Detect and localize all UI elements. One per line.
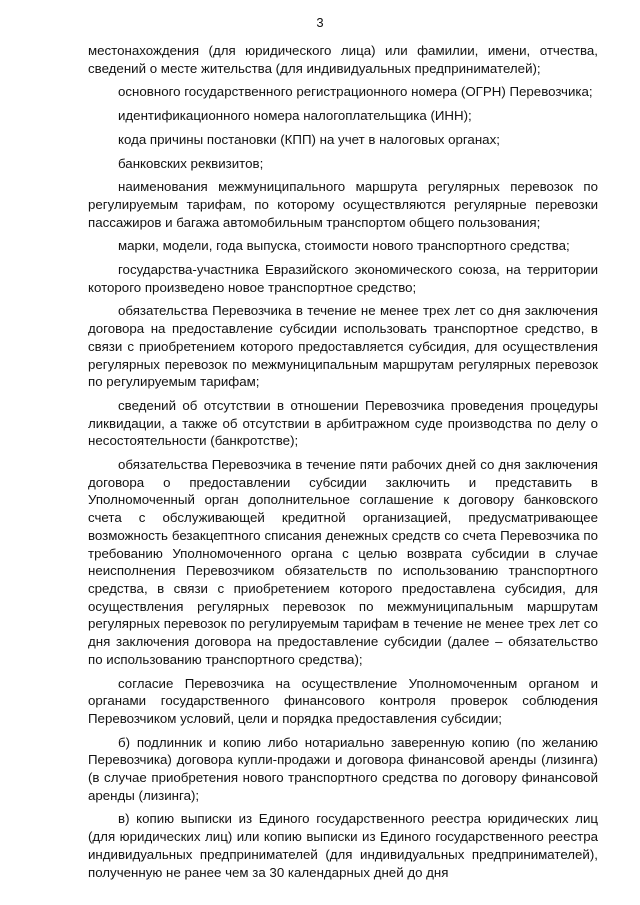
paragraph: согласие Перевозчика на осуществление Уполномоченным органом и органами государственного финансового контроля проверок соблюдения Перевозчиком условий, цели и порядка предоставления субсидии; — [88, 675, 598, 726]
paragraph: кода причины постановки (КПП) на учет в налоговых органах; — [118, 131, 500, 147]
document-body — [88, 42, 598, 887]
paragraph: идентификационного номера налогоплательщика (ИНН); — [118, 108, 472, 124]
paragraph: банковских реквизитов; — [118, 155, 264, 171]
paragraph: марки, модели, года выпуска, стоимости нового транспортного средства; — [118, 238, 570, 254]
paragraph: наименования межмуниципального маршрута регулярных перевозок по регулируемым тарифам, по которому осуществляются регулярные перевозки пассажиров и багажа автомобильным транспортом общего пользования; — [88, 179, 598, 230]
paragraph: б) подлинник и копию либо нотариально заверенную копию (по желанию Перевозчика) договора купли-продажи и договора финансовой аренды (лизинга) (в случае приобретения нового транспортного средства по договору финансовой аренды (лизинга); — [88, 734, 598, 803]
paragraph: в) копию выписки из Единого государственного реестра юридических лиц (для юридических лиц) или копию выписки из Единого государственного реестра индивидуальных предпринимателей (для индивидуальных предпринимателей), полученную не ранее чем за 30 календарных дней до дня — [88, 811, 598, 880]
paragraph: обязательства Перевозчика в течение пяти рабочих дней со дня заключения договора о предоставлении субсидии заключить и представить в Уполномоченный орган дополнительное соглашение к договору банковского счета с обслуживающей кредитной организацией, предусматривающее возможность безакцептного списания денежных средств со счета Перевозчика по требованию Уполномоченного органа с целью возврата субсидии в случае неисполнения Перевозчиком обязательств по использованию транспортного средства, в связи с приобретением которого предоставлена субсидия, для осуществления регулярных перевозок по межмуниципальным маршрутам регулярных перевозок по регулируемым тарифам в течение не менее трех лет со дня заключения договора на предоставление субсидии (далее – обязательство по использованию транспортного средства); — [88, 457, 598, 667]
paragraph: основного государственного регистрационного номера (ОГРН) Перевозчика; — [118, 84, 593, 100]
paragraph: местонахождения (для юридического лица) или фамилии, имени, отчества, сведений о месте жительства (для индивидуальных предпринимателей); — [88, 43, 598, 76]
page-number: 3 — [316, 15, 324, 30]
paragraph: государства-участника Евразийского экономического союза, на территории которого произведено новое транспортное средство; — [88, 262, 598, 295]
paragraph: обязательства Перевозчика в течение не менее трех лет со дня заключения договора на предоставление субсидии использовать транспортное средство, в связи с приобретением которого предоставляется субсидия, для осуществления регулярных перевозок по межмуниципальным маршрутам регулярных перевозок по регулируемым тарифам; — [88, 303, 598, 390]
paragraph: сведений об отсутствии в отношении Перевозчика проведения процедуры ликвидации, а также об отсутствии в арбитражном суде производства по делу о несостоятельности (банкротстве); — [88, 397, 598, 449]
